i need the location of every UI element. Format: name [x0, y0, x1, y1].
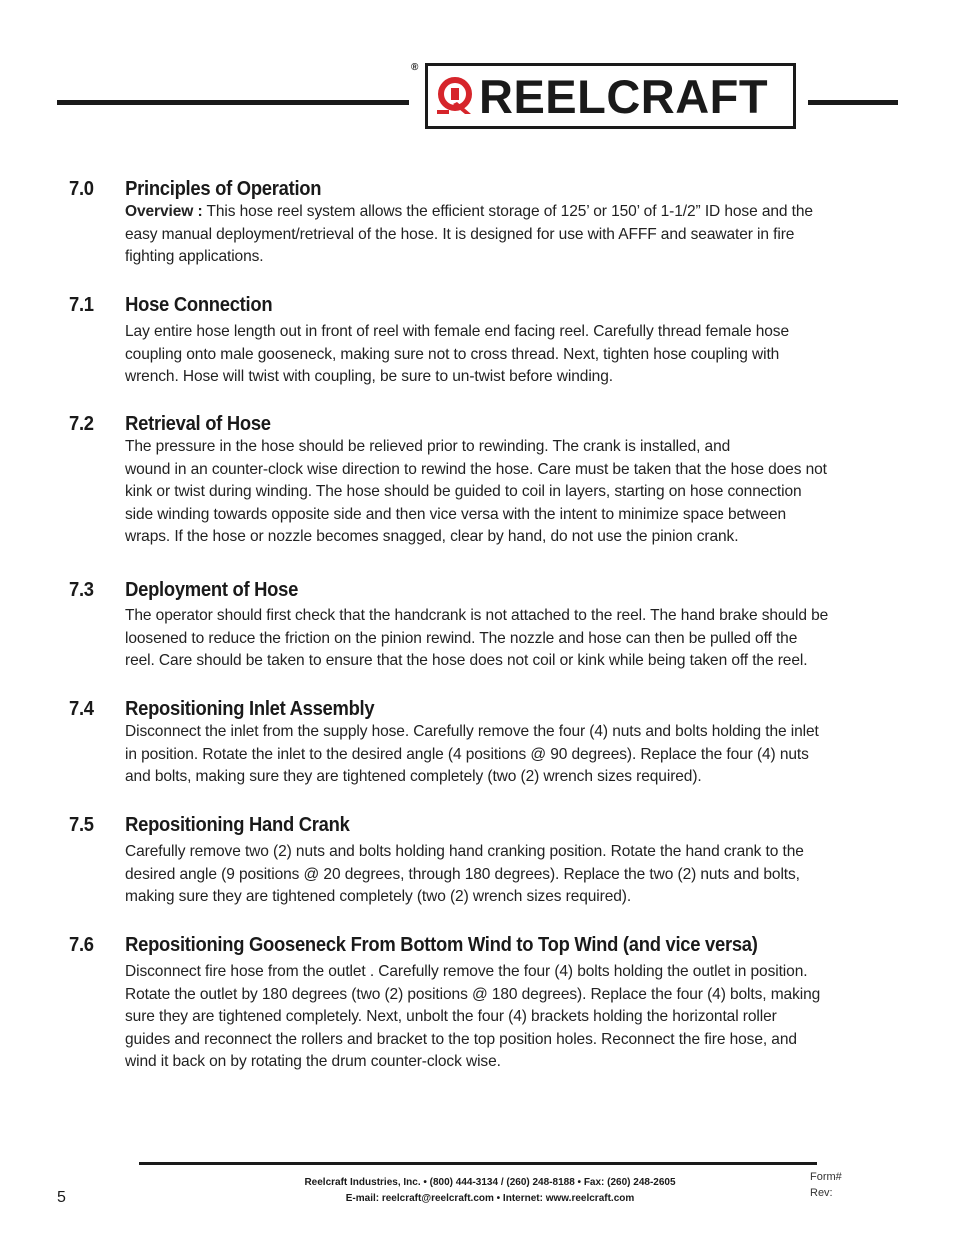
section-number: 7.0 — [69, 178, 94, 200]
overview-label: Overview : — [125, 203, 203, 220]
body-line: wraps. If the hose or nozzle becomes snagged, clear by hand, do not use the pinion crank. — [125, 528, 739, 546]
body-line: Carefully remove two (2) nuts and bolts holding hand cranking position. Rotate the hand crank to the — [125, 843, 804, 860]
body-line: sure they are tightened completely. Next, unbolt the four (4) brackets holding the horizontal roller — [125, 1008, 777, 1026]
section-title: Retrieval of Hose — [125, 413, 271, 435]
body-line: fighting applications. — [125, 248, 264, 266]
page-number: 5 — [57, 1189, 66, 1206]
section-gooseneck — [69, 933, 899, 1074]
section-heading — [69, 293, 833, 317]
section-title: Principles of Operation — [125, 178, 322, 200]
section-deployment — [69, 578, 899, 673]
body-line: wound in an counter-clock wise direction to rewind the hose. Care must be taken that the hose does not — [125, 460, 827, 478]
section-body — [125, 201, 893, 269]
body-line: in position. Rotate the inlet to the desired angle (4 positions @ 90 degrees). Replace the four (4) nuts — [125, 745, 809, 763]
footer-web-line: E-mail: reelcraft@reelcraft.com • Internet: www.reelcraft.com — [345, 1193, 635, 1204]
section-hand-crank — [69, 813, 899, 909]
body-line: kink or twist during winding. The hose should be guided to coil in layers, starting on hose connection — [125, 483, 802, 501]
body-line: and bolts, making sure they are tightened completely (two (2) wrench sizes required). — [125, 768, 702, 786]
section-body — [125, 721, 893, 789]
section-hose-connection — [69, 293, 899, 389]
section-title: Repositioning Inlet Assembly — [125, 698, 375, 720]
rev-label: Rev: — [810, 1187, 833, 1199]
section-body — [125, 321, 893, 389]
body-line: wrench. Hose will twist with coupling, be sure to un-twist before winding. — [125, 368, 613, 386]
section-title: Deployment of Hose — [125, 579, 299, 601]
section-heading — [69, 177, 833, 201]
body-line: loosened to reduce the friction on the pinion rewind. The nozzle and hose can then be pulled off the — [125, 629, 798, 647]
section-heading — [69, 412, 833, 436]
section-body — [125, 436, 893, 549]
section-number: 7.4 — [69, 698, 94, 720]
section-heading — [69, 933, 833, 957]
body-line: desired angle (9 positions @ 20 degrees, through 180 degrees). Replace the two (2) nuts and bolts, — [125, 865, 800, 883]
footer-rule — [139, 1162, 817, 1165]
section-number: 7.2 — [69, 413, 94, 435]
body-line: easy manual deployment/retrieval of the hose. It is designed for use with AFFF and seawater in fire — [125, 225, 795, 243]
section-body — [125, 961, 893, 1074]
reelcraft-logo — [425, 63, 796, 129]
reel-q-icon — [435, 74, 479, 118]
section-heading — [69, 813, 833, 837]
form-label: Form# — [810, 1171, 842, 1183]
header-rule-right — [808, 100, 898, 105]
section-number: 7.3 — [69, 579, 94, 601]
body-line: reel. Care should be taken to ensure that the hose does not coil or kink while being taken off the reel. — [125, 652, 808, 670]
body-line: side winding towards opposite side and then vice versa with the intent to minimize space between — [125, 505, 787, 523]
body-line: Disconnect the inlet from the supply hose. Carefully remove the four (4) nuts and bolts holding the inlet — [125, 723, 819, 740]
section-body — [125, 605, 893, 673]
section-principles — [69, 177, 899, 269]
body-line: guides and reconnect the rollers and bracket to the top position holes. Reconnect the fire hose, and — [125, 1030, 797, 1048]
body-line: wind it back on by rotating the drum counter-clock wise. — [125, 1053, 501, 1071]
body-line: This hose reel system allows the efficient storage of 125’ or 150’ of 1-1/2” ID hose and the — [202, 203, 813, 220]
section-inlet — [69, 697, 899, 789]
section-number: 7.6 — [69, 934, 94, 956]
body-line: Rotate the outlet by 180 degrees (two (2) positions @ 180 degrees). Replace the four (4) bolts, making — [125, 985, 821, 1003]
registered-mark: ® — [411, 62, 419, 73]
section-title: Repositioning Gooseneck From Bottom Wind to Top Wind (and vice versa) — [125, 934, 758, 956]
section-number: 7.1 — [69, 294, 94, 316]
body-line: making sure they are tightened completely (two (2) wrench sizes required). — [125, 888, 632, 906]
section-body — [125, 841, 893, 909]
brand-wordmark: REELCRAFT — [479, 69, 769, 123]
section-heading — [69, 578, 833, 602]
section-number: 7.5 — [69, 814, 94, 836]
footer-contact-line: Reelcraft Industries, Inc. • (800) 444-3134 / (260) 248-8188 • Fax: (260) 248-2605 — [304, 1177, 676, 1188]
section-title: Hose Connection — [125, 294, 273, 316]
body-line: Lay entire hose length out in front of reel with female end facing reel. Carefully thread female hose — [125, 323, 789, 340]
body-line: coupling onto male gooseneck, making sure not to cross thread. Next, tighten hose coupling with — [125, 345, 780, 363]
section-heading — [69, 697, 833, 721]
body-line: Disconnect fire hose from the outlet . Carefully remove the four (4) bolts holding the outlet in position. — [125, 963, 808, 980]
header-rule-left — [57, 100, 409, 105]
section-retrieval — [69, 412, 899, 549]
body-line: The pressure in the hose should be relieved prior to rewinding. The crank is installed, and — [125, 438, 731, 455]
body-line: The operator should first check that the handcrank is not attached to the reel. The hand brake should be — [125, 607, 829, 624]
section-title: Repositioning Hand Crank — [125, 814, 350, 836]
